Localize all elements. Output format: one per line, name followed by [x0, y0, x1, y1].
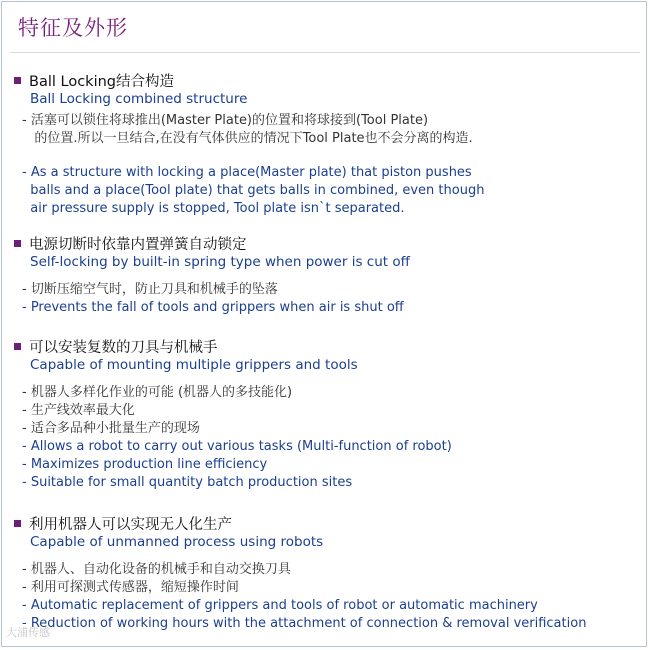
- section-heading: [12, 336, 642, 356]
- heading-zh: Ball Locking结合构造: [29, 73, 174, 90]
- section-heading: [12, 233, 642, 253]
- text-line-en: - Allows a robot to carry out various tasks (Multi-function of robot): [22, 439, 452, 454]
- text-line-zh: - 活塞可以锁住将球推出(Master Plate)的位置和将球接到(Tool Plate): [22, 113, 429, 128]
- section-self-locking: [12, 233, 642, 317]
- text-line-zh: - 适合多品种小批量生产的现场: [22, 421, 200, 436]
- heading-zh: 利用机器人可以实现无人化生产: [29, 516, 232, 533]
- heading-zh: 电源切断时依靠内置弹簧自动锁定: [29, 236, 247, 253]
- heading-en: Capable of unmanned process using robots: [30, 534, 324, 550]
- heading-en: Self-locking by built-in spring type when power is cut off: [30, 254, 410, 270]
- text-line-zh: - 切断压缩空气时，防止刀具和机械手的坠落: [22, 282, 278, 297]
- text-line-zh: - 利用可探测式传感器，缩短操作时间: [22, 580, 239, 595]
- bullet-square-icon: [14, 77, 21, 84]
- text-line-en: - Reduction of working hours with the attachment of connection & removal verification: [22, 616, 587, 631]
- text-line-zh: - 机器人多样化作业的可能 (机器人的多技能化): [22, 385, 293, 400]
- heading-en: Ball Locking combined structure: [30, 91, 248, 107]
- text-line-en: - Suitable for small quantity batch production sites: [22, 475, 353, 490]
- watermark: 大浦传感: [6, 626, 50, 639]
- text-line-en: - As a structure with locking a place(Master plate) that piston pushes: [22, 165, 472, 180]
- heading-en: Capable of mounting multiple grippers and tools: [30, 357, 358, 373]
- bullet-square-icon: [14, 240, 21, 247]
- text-line-en: - Prevents the fall of tools and grippers when air is shut off: [22, 300, 404, 315]
- section-heading: [12, 70, 642, 90]
- text-line-en: air pressure supply is stopped, Tool plate isn`t separated.: [22, 201, 405, 216]
- title-divider: [10, 52, 640, 53]
- heading-zh: 可以安装复数的刀具与机械手: [29, 339, 218, 356]
- text-line-en: - Maximizes production line efficiency: [22, 457, 268, 472]
- section-heading: [12, 513, 642, 533]
- text-line-en: - Automatic replacement of grippers and tools of robot or automatic machinery: [22, 598, 538, 613]
- text-line-zh: - 机器人、自动化设备的机械手和自动交换刀具: [22, 562, 291, 577]
- section-ball-locking: [12, 70, 642, 218]
- page-title: 特征及外形: [18, 16, 128, 40]
- bullet-square-icon: [14, 343, 21, 350]
- text-line-zh: 的位置.所以一旦结合,在没有气体供应的情况下Tool Plate也不会分离的构造.: [22, 131, 473, 146]
- section-multiple-tools: [12, 336, 642, 492]
- text-line-zh: - 生产线效率最大化: [22, 403, 135, 418]
- section-unmanned-process: [12, 513, 642, 633]
- bullet-square-icon: [14, 520, 21, 527]
- text-line-en: balls and a place(Tool plate) that gets balls in combined, even though: [22, 183, 485, 198]
